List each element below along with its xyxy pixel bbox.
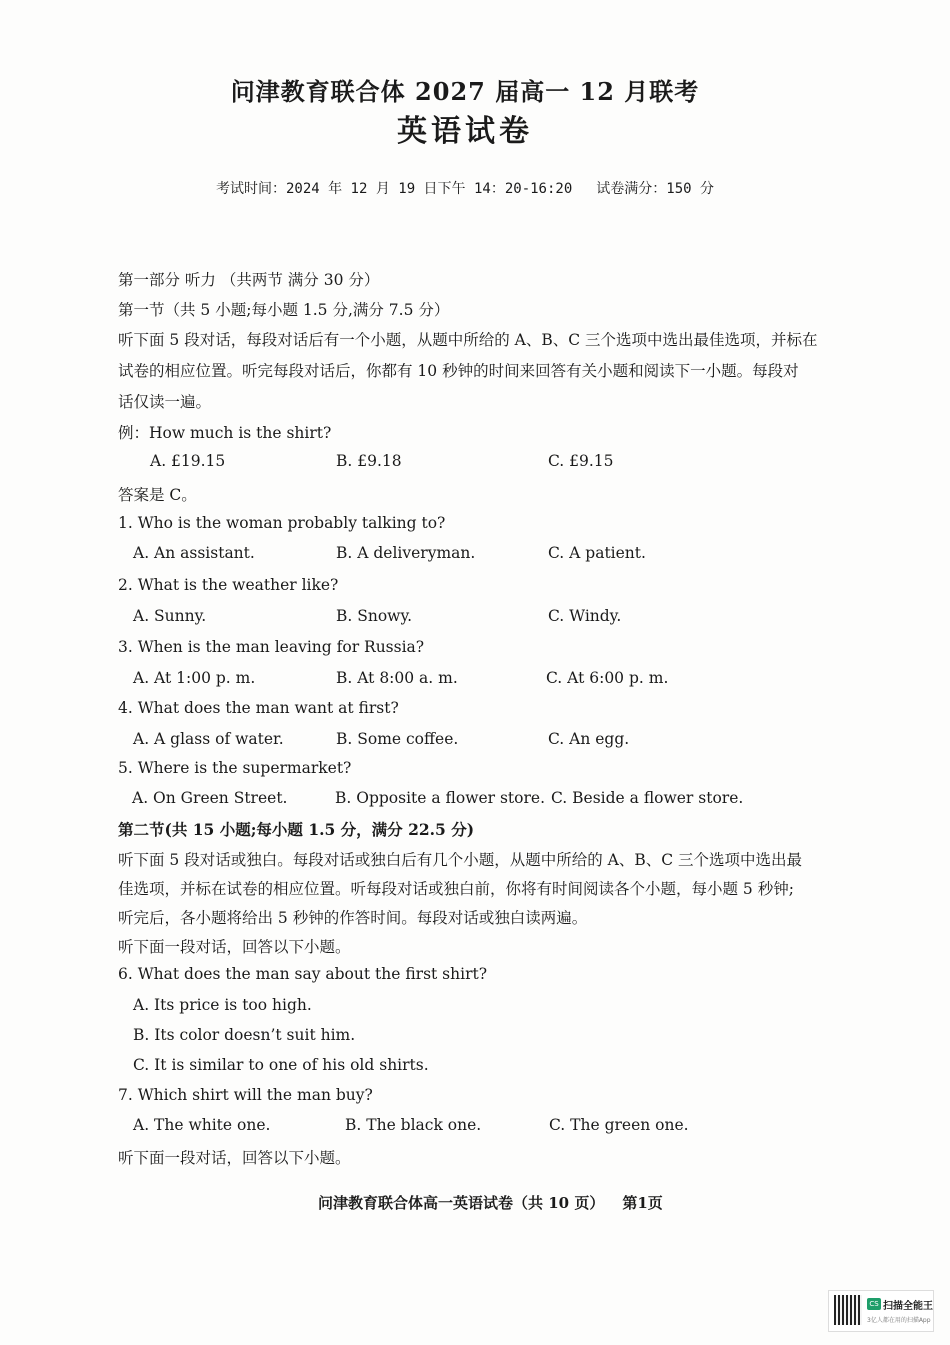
exam-title: 问津教育联合体 2027 届高一 12 月联考	[230, 77, 700, 106]
option-a: A. On Green Street.	[132, 789, 288, 807]
exam-meta	[0, 178, 930, 198]
question-1: 1. Who is the woman probably talking to?	[118, 514, 446, 532]
example-question: 例：How much is the shirt?	[118, 424, 332, 442]
question-6: 6. What does the man say about the first shirt?	[118, 965, 488, 983]
page-footer	[318, 1192, 663, 1213]
option-c: C. At 6:00 p. m.	[546, 669, 669, 687]
option-c: C. £9.15	[548, 452, 614, 470]
watermark-brand: 扫描全能王	[883, 1301, 933, 1312]
example-answer: 答案是 C。	[118, 486, 197, 504]
question-7: 7. Which shirt will the man buy?	[118, 1086, 373, 1104]
option-c: C. Beside a flower store.	[551, 789, 744, 807]
option-b: B. Snowy.	[336, 607, 413, 625]
instruction-line: 话仅读一遍。	[118, 393, 212, 411]
question-4: 4. What does the man want at first?	[118, 699, 399, 717]
option-b: B. Opposite a flower store.	[335, 789, 546, 807]
option-a: A. The white one.	[133, 1116, 271, 1134]
instruction-line: 试卷的相应位置。听完每段对话后，你都有 10 秒钟的时间来回答有关小题和阅读下一小题。每段对	[118, 362, 799, 380]
option-c: C. The green one.	[549, 1116, 689, 1134]
option-b: B. Some coffee.	[336, 730, 459, 748]
full-score: 试卷满分：150 分	[596, 181, 714, 197]
exam-time: 考试时间：2024 年 12 月 19 日下午 14：20-16:20	[215, 181, 573, 197]
part1-heading: 第一部分 听力 （共两节 满分 30 分）	[118, 271, 380, 289]
question-5: 5. Where is the supermarket?	[118, 759, 352, 777]
option-b: B. The black one.	[345, 1116, 482, 1134]
option-c: C. It is similar to one of his old shirts.	[133, 1056, 429, 1074]
option-b: B. Its color doesn’t suit him.	[133, 1026, 356, 1044]
option-b: B. £9.18	[336, 452, 402, 470]
option-a: A. At 1:00 p. m.	[133, 669, 256, 687]
instruction-line: 听下面 5 段对话或独白。每段对话或独白后有几个小题，从题中所给的 A、B、C 三个选项中选出最	[118, 851, 803, 869]
dialogue-prompt: 听下面一段对话，回答以下小题。	[118, 938, 351, 956]
option-a: A. A glass of water.	[133, 730, 284, 748]
instruction-line: 听完后，各小题将给出 5 秒钟的作答时间。每段对话或独白读两遍。	[118, 909, 588, 927]
option-b: B. At 8:00 a. m.	[336, 669, 458, 687]
option-a: A. Its price is too high.	[133, 996, 312, 1014]
scanner-watermark	[828, 1290, 934, 1332]
section2-heading: 第二节(共 15 小题;每小题 1.5 分，满分 22.5 分)	[118, 820, 475, 839]
footer-text: 问津教育联合体高一英语试卷（共 10 页）	[318, 1194, 605, 1212]
option-b: B. A deliveryman.	[336, 544, 476, 562]
option-a: A. An assistant.	[133, 544, 255, 562]
section1-heading: 第一节（共 5 小题;每小题 1.5 分,满分 7.5 分）	[118, 301, 450, 319]
qr-code-icon	[834, 1295, 862, 1325]
option-a: A. Sunny.	[133, 607, 207, 625]
dialogue-prompt: 听下面一段对话，回答以下小题。	[118, 1149, 351, 1167]
watermark-sub: 3亿人都在用的扫描App	[867, 1317, 931, 1324]
page-number: 第1页	[622, 1194, 663, 1212]
option-c: C. An egg.	[548, 730, 630, 748]
subject-title: 英语试卷	[397, 114, 533, 149]
instruction-line: 佳选项，并标在试卷的相应位置。听每段对话或独白前，你将有时间阅读各个小题，每小题 5 秒钟;	[118, 880, 794, 898]
question-3: 3. When is the man leaving for Russia?	[118, 638, 425, 656]
instruction-line: 听下面 5 段对话，每段对话后有一个小题，从题中所给的 A、B、C 三个选项中选出最佳选项，并标在	[118, 331, 818, 349]
option-c: C. A patient.	[548, 544, 646, 562]
question-2: 2. What is the weather like?	[118, 576, 339, 594]
option-a: A. £19.15	[150, 452, 226, 470]
camscanner-logo-icon: CS	[867, 1298, 881, 1310]
option-c: C. Windy.	[548, 607, 622, 625]
